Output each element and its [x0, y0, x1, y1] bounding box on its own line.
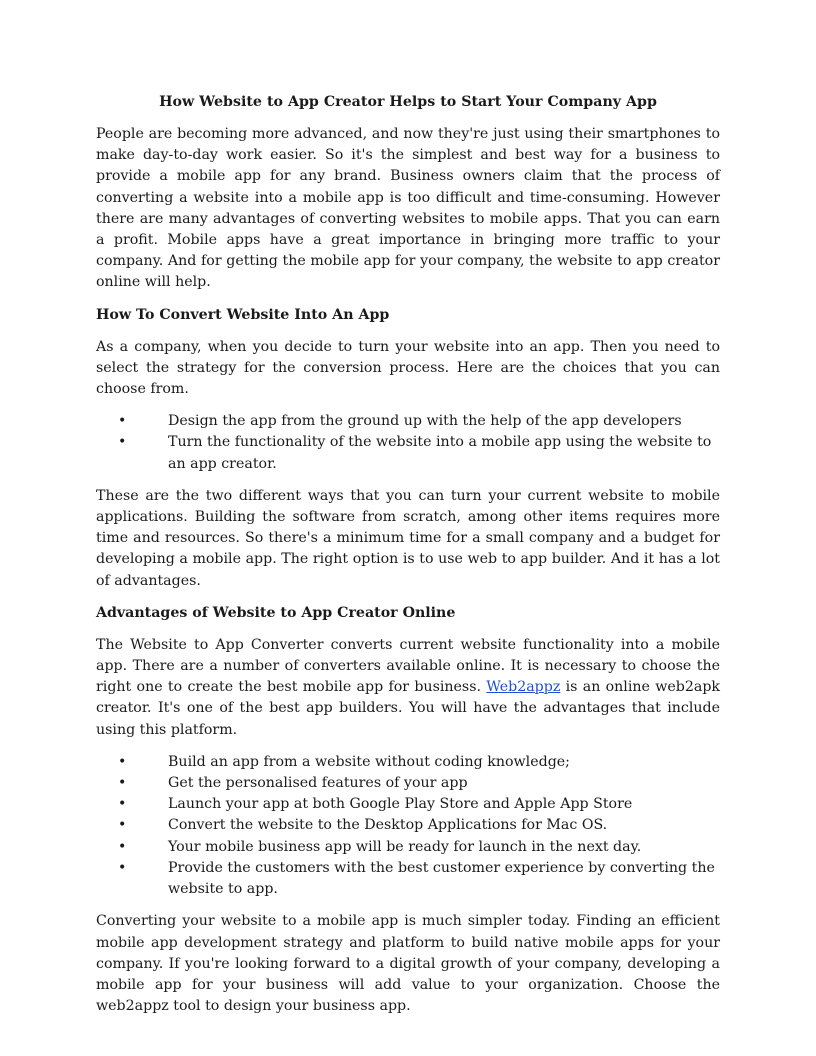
list-item-text: Build an app from a website without coding knowledge; — [168, 753, 570, 770]
advantages-list — [96, 752, 720, 900]
list-item — [96, 815, 720, 836]
list-item — [96, 858, 720, 900]
conversion-summary-paragraph: These are the two different ways that you can turn your current website to mobile applications. Building the software from scratch, among other items requires more time and resources. So there's a minimum time for a small company and a budget for developing a mobile app. The right option is to use web to app builder. And it has a lot of advantages. — [96, 487, 720, 589]
bullet-icon: • — [118, 434, 127, 451]
bullet-icon: • — [118, 413, 127, 430]
bullet-icon: • — [118, 753, 127, 770]
bullet-icon: • — [118, 838, 127, 855]
list-item-text: Design the app from the ground up with the help of the app developers — [168, 413, 682, 430]
section-heading-convert: How To Convert Website Into An App — [96, 306, 390, 323]
list-item-text: Get the personalised features of your app — [168, 775, 468, 792]
web2appz-link[interactable]: Web2appz — [486, 679, 561, 696]
list-item — [96, 837, 720, 858]
closing-paragraph: Converting your website to a mobile app is much simpler today. Finding an efficient mobile app development strategy and platform to build native mobile apps for your company. If you're looking forward to a digital growth of your company, developing a mobile app for your business will add value to your organization. Choose the web2appz tool to design your business app. — [96, 913, 720, 1015]
bullet-icon: • — [118, 796, 127, 813]
convert-options-list — [96, 411, 720, 475]
list-item — [96, 432, 720, 474]
bullet-icon: • — [118, 859, 127, 876]
list-item-text: Turn the functionality of the website into a mobile app using the website to an app creator. — [168, 434, 712, 472]
list-item-text: Launch your app at both Google Play Store and Apple App Store — [168, 796, 633, 813]
bullet-icon: • — [118, 817, 127, 834]
convert-paragraph: As a company, when you decide to turn your website into an app. Then you need to select the strategy for the conversion process. Here are the choices that you can choose from. — [96, 338, 720, 398]
advantages-paragraph — [96, 635, 720, 741]
list-item — [96, 773, 720, 794]
list-item — [96, 794, 720, 815]
list-item — [96, 752, 720, 773]
list-item-text: Convert the website to the Desktop Applications for Mac OS. — [168, 817, 608, 834]
advantages-text-before-link: The Website to App Converter converts current website functionality into a mobile app. There are a number of converters available online. It is necessary to choose the right one to create the best mobile app for business. — [96, 636, 720, 696]
intro-paragraph: People are becoming more advanced, and now they're just using their smartphones to make day-to-day work easier. So it's the simplest and best way for a business to provide a mobile app for any brand. Business owners claim that the process of converting a website into a mobile app is too difficult and time-consuming. However there are many advantages of converting websites to mobile apps. That you can earn a profit. Mobile apps have a great importance in bringing more traffic to your company. And for getting the mobile app for your company, the website to app creator online will help. — [96, 126, 720, 291]
document-title: How Website to App Creator Helps to Start Your Company App — [159, 94, 657, 110]
list-item-text: Provide the customers with the best customer experience by converting the website to app. — [168, 859, 715, 898]
list-item — [96, 411, 720, 432]
section-heading-advantages: Advantages of Website to App Creator Online — [96, 604, 456, 621]
bullet-icon: • — [118, 775, 127, 792]
document-body — [96, 92, 720, 1028]
advantages-text-after-link: is an online web2apk creator. It's one of the best app builders. You will have the advantages that include using this platform. — [96, 679, 721, 738]
list-item-text: Your mobile business app will be ready for launch in the next day. — [168, 838, 642, 855]
